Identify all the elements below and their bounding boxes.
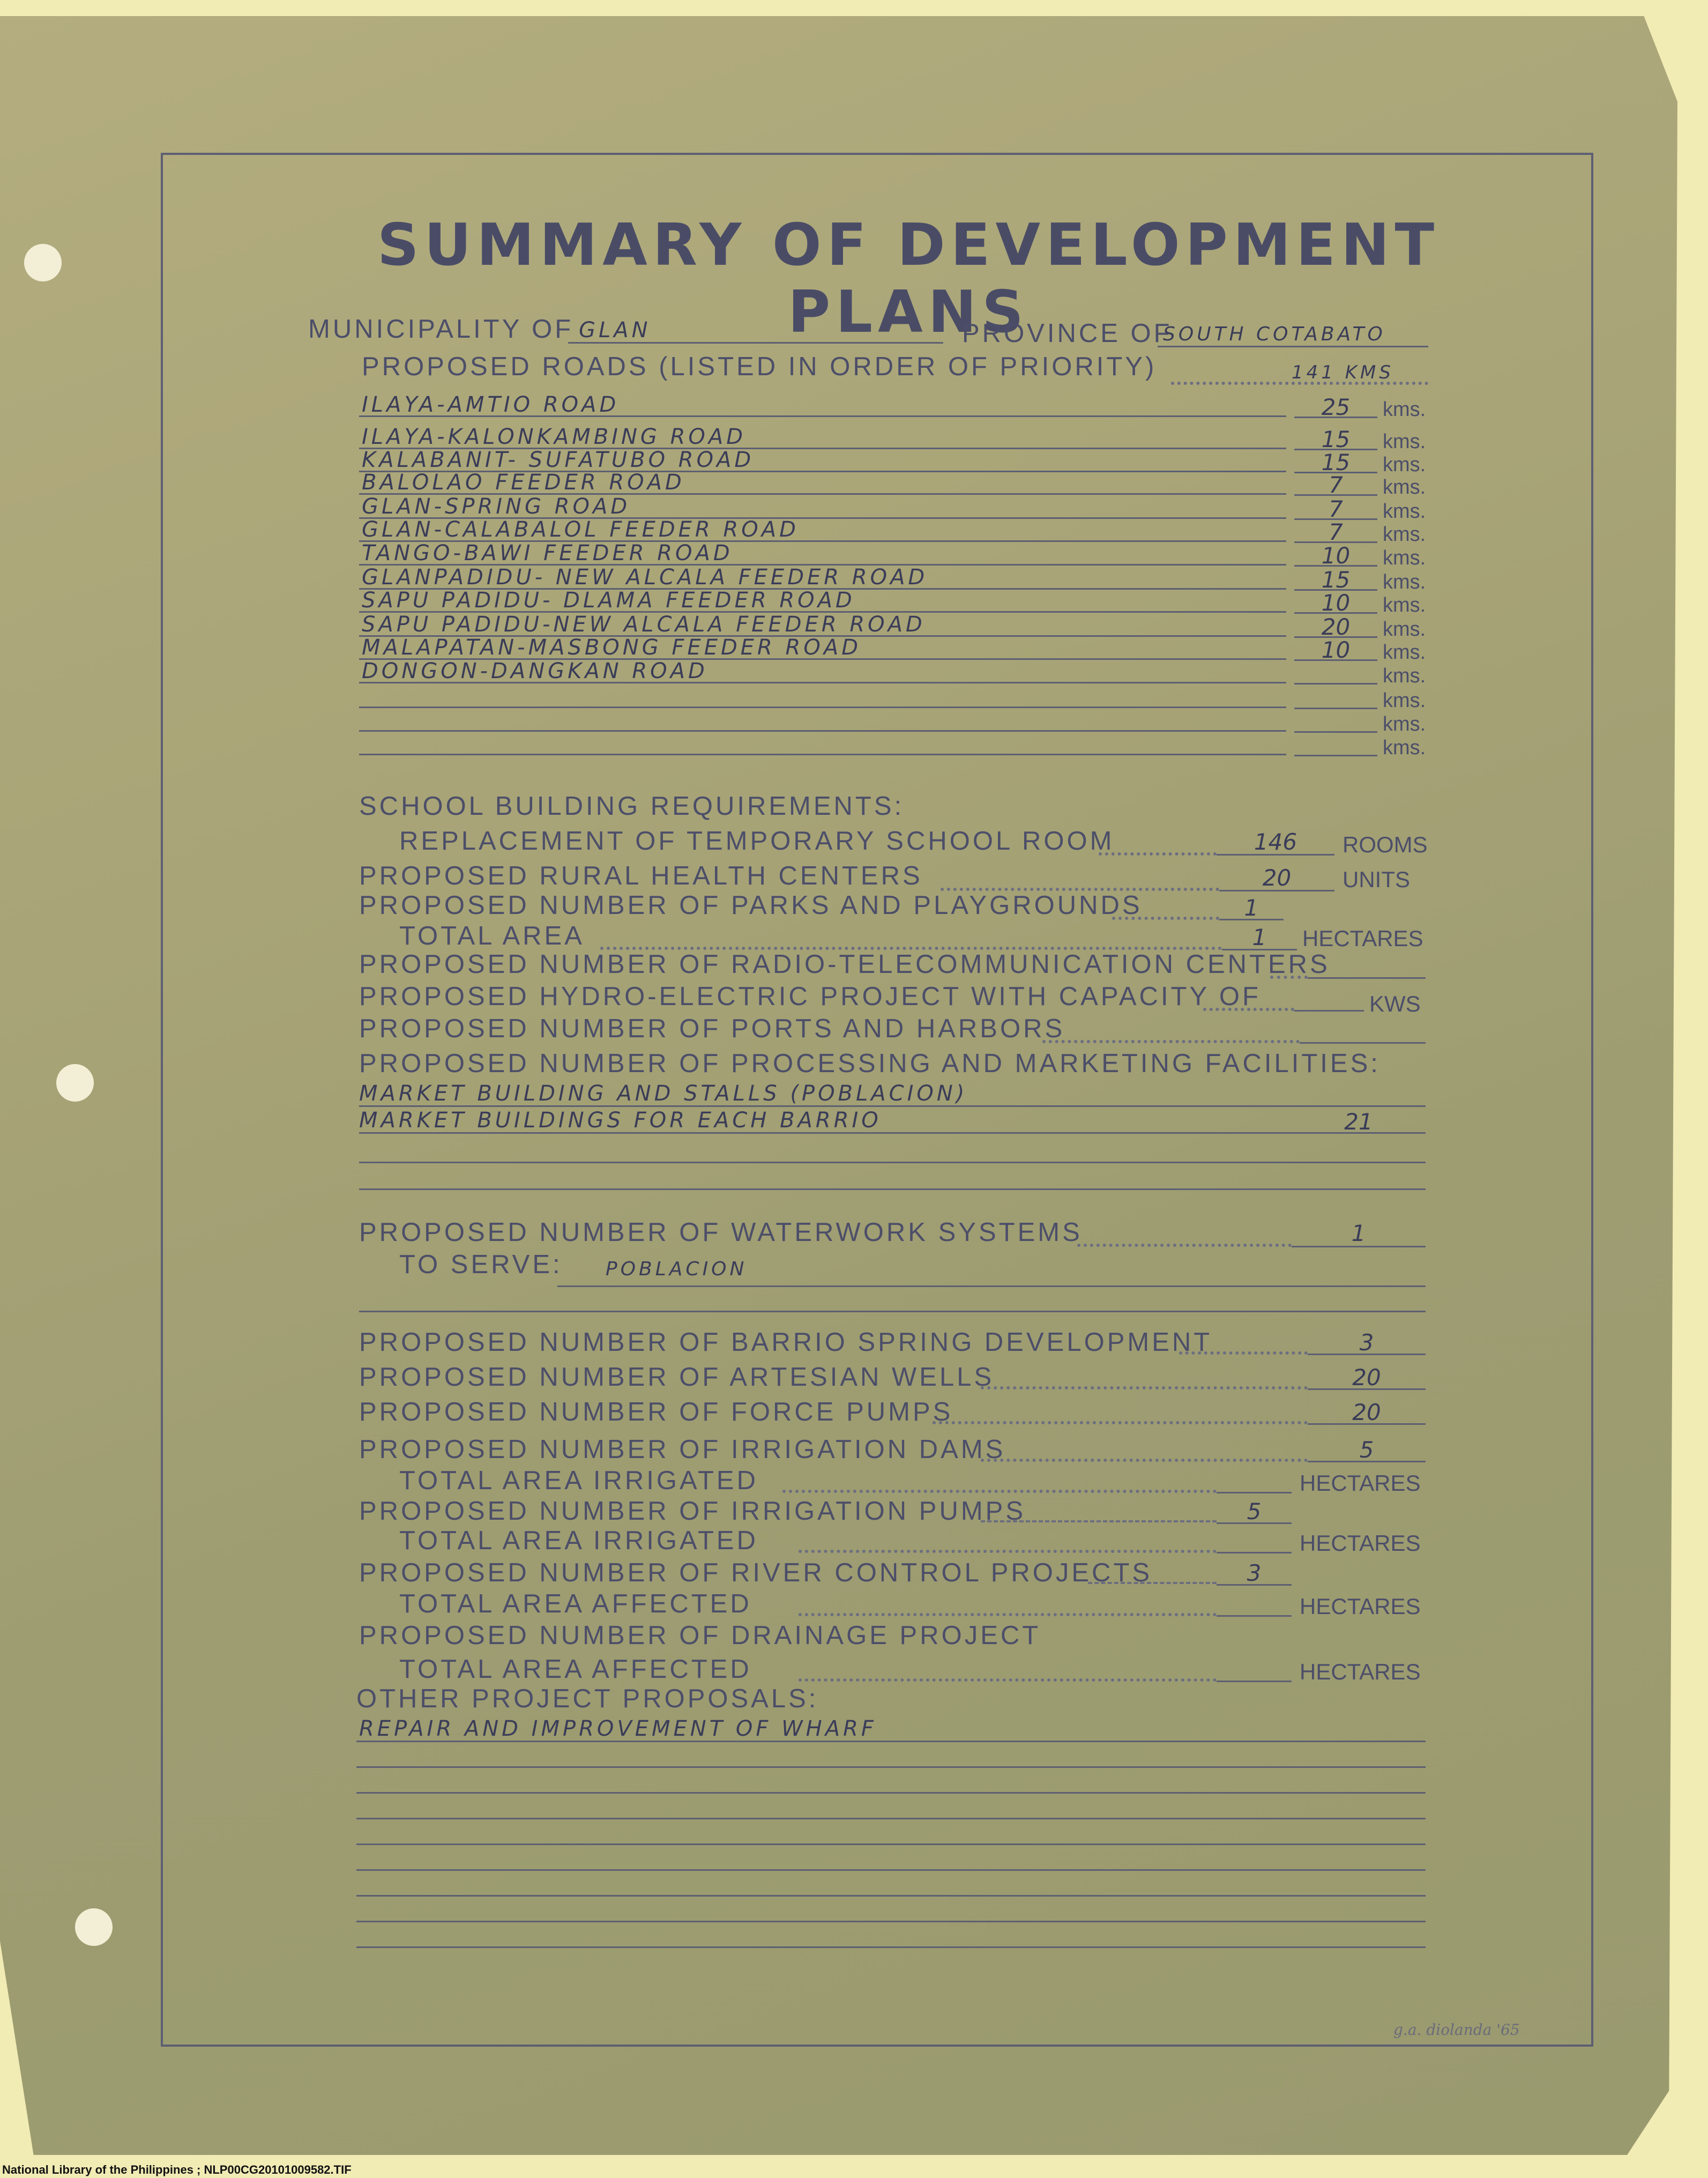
road-km-unit: kms. [1383, 618, 1426, 641]
other-line [356, 1921, 1426, 1922]
roads-total: 141 KMS [1292, 362, 1394, 383]
other-line [356, 1946, 1426, 1948]
value-line [1217, 1615, 1292, 1617]
value-line [1217, 1492, 1292, 1493]
road-name: ILAYA-AMTIO ROAD [362, 392, 620, 417]
area-label: TOTAL AREA AFFECTED [399, 1589, 752, 1618]
hydro-label: PROPOSED HYDRO-ELECTRIC PROJECT WITH CAPACITY OF [359, 982, 1261, 1011]
other-line [356, 1895, 1426, 1897]
road-km-unit: kms. [1383, 500, 1426, 523]
count-label: PROPOSED NUMBER OF IRRIGATION PUMPS [359, 1497, 1026, 1526]
radio-line [1308, 977, 1426, 979]
road-km-unit: kms. [1383, 665, 1426, 687]
area-label: TOTAL AREA IRRIGATED [399, 1526, 758, 1555]
processing-line [359, 1132, 1426, 1134]
road-name: TANGO-BAWI FEEDER ROAD [362, 541, 733, 566]
leader-dots [1179, 1351, 1308, 1355]
road-line [359, 730, 1286, 732]
other-line [356, 1869, 1426, 1871]
count-value: 20 [1352, 1364, 1381, 1391]
processing-item: MARKET BUILDINGS FOR EACH BARRIO [359, 1108, 882, 1133]
road-name: SAPU PADIDU-NEW ALCALA FEEDER ROAD [362, 612, 926, 637]
processing-line [359, 1105, 1426, 1107]
road-name: KALABANIT- SUFATUBO ROAD [362, 448, 755, 472]
road-km-line [1294, 731, 1377, 733]
parks-label: PROPOSED NUMBER OF PARKS AND PLAYGROUNDS [359, 891, 1143, 920]
count-value: 3 [1359, 1329, 1374, 1356]
leader-dots [981, 1459, 1308, 1462]
road-km-unit: kms. [1383, 476, 1426, 499]
province-label: PROVINCE OF [962, 319, 1173, 348]
processing-line [359, 1162, 1426, 1163]
count-value: 5 [1359, 1437, 1374, 1463]
road-name: ILAYA-KALONKAMBING ROAD [362, 425, 747, 449]
road-name: GLAN-SPRING ROAD [362, 494, 631, 519]
ports-label: PROPOSED NUMBER OF PORTS AND HARBORS [359, 1014, 1065, 1043]
artist-signature: g.a. diolanda '65 [1393, 2021, 1520, 2039]
road-km-unit: kms. [1383, 737, 1426, 759]
replacement-value: 146 [1254, 829, 1297, 855]
rural-health-label: PROPOSED RURAL HEALTH CENTERS [359, 861, 923, 890]
school-label: SCHOOL BUILDING REQUIREMENTS: [359, 792, 905, 821]
road-km-line [1294, 708, 1377, 709]
serve-value: POBLACION [606, 1258, 748, 1280]
count-label: PROPOSED NUMBER OF RIVER CONTROL PROJECTS [359, 1558, 1153, 1587]
count-label: PROPOSED NUMBER OF FORCE PUMPS [359, 1398, 953, 1426]
area-unit: HECTARES [1300, 1470, 1421, 1496]
area-label: TOTAL AREA IRRIGATED [399, 1466, 758, 1495]
leader-dots [1088, 1582, 1217, 1584]
ports-leader [1042, 1040, 1300, 1043]
processing-line [359, 1188, 1426, 1190]
waterworks-value: 1 [1351, 1220, 1366, 1246]
road-km: 7 [1329, 472, 1343, 498]
processing-value: 21 [1344, 1109, 1373, 1135]
road-km: 15 [1321, 426, 1351, 452]
road-km: 10 [1321, 637, 1351, 663]
count-label: PROPOSED NUMBER OF ARTESIAN WELLS [359, 1363, 995, 1392]
hydro-leader [1203, 1008, 1294, 1011]
area-unit: HECTARES [1300, 1594, 1421, 1619]
road-name: MALAPATAN-MASBONG FEEDER ROAD [362, 635, 861, 660]
parks-area-value: 1 [1252, 924, 1267, 950]
road-line [359, 415, 1286, 417]
radio-leader [1270, 976, 1308, 979]
leader-dots [799, 1613, 1217, 1616]
other-line [356, 1792, 1426, 1794]
road-km: 20 [1321, 614, 1351, 640]
value-line [1217, 1681, 1292, 1682]
roads-label: PROPOSED ROADS (LISTED IN ORDER OF PRIORITY) [362, 352, 1157, 381]
road-km-unit: kms. [1383, 594, 1426, 616]
road-name: SAPU PADIDU- DLAMA FEEDER ROAD [362, 588, 855, 613]
road-km: 25 [1321, 394, 1351, 420]
road-line [359, 707, 1286, 708]
road-name: GLAN-CALABALOL FEEDER ROAD [362, 517, 799, 542]
parks-area-unit: HECTARES [1302, 926, 1423, 951]
replacement-leader [1099, 852, 1217, 856]
punch-hole [24, 244, 62, 281]
other-line [356, 1844, 1426, 1845]
count-value: 3 [1247, 1560, 1262, 1586]
road-line [359, 682, 1286, 683]
count-label: PROPOSED NUMBER OF DRAINAGE PROJECT [359, 1621, 1041, 1650]
parks-value: 1 [1244, 895, 1259, 921]
rural-health-unit: UNITS [1342, 867, 1410, 892]
replacement-label: REPLACEMENT OF TEMPORARY SCHOOL ROOM [399, 827, 1115, 856]
waterworks-label: PROPOSED NUMBER OF WATERWORK SYSTEMS [359, 1218, 1083, 1247]
other-line [356, 1766, 1426, 1768]
count-label: PROPOSED NUMBER OF IRRIGATION DAMS [359, 1435, 1006, 1464]
leader-dots [981, 1520, 1217, 1522]
road-km-unit: kms. [1383, 398, 1426, 421]
parks-leader [1112, 917, 1219, 920]
count-label: PROPOSED NUMBER OF BARRIO SPRING DEVELOPMENT [359, 1328, 1213, 1357]
road-km-unit: kms. [1383, 689, 1426, 712]
road-km-unit: kms. [1383, 523, 1426, 546]
road-km: 15 [1321, 567, 1351, 593]
road-km: 15 [1321, 449, 1351, 475]
area-unit: HECTARES [1300, 1659, 1421, 1684]
other-line [356, 1741, 1426, 1742]
footer-caption: National Library of the Philippines ; NLP00CG20101009582.TIF [2, 2163, 352, 2176]
road-km: 7 [1329, 496, 1343, 522]
ports-line [1300, 1042, 1426, 1044]
waterworks-leader [1077, 1244, 1292, 1247]
other-line [356, 1818, 1426, 1819]
serve-label: TO SERVE: [399, 1250, 563, 1279]
province-value: SOUTH COTABATO [1163, 323, 1386, 345]
hydro-line [1294, 1010, 1364, 1012]
rural-health-value: 20 [1262, 865, 1292, 891]
road-km-unit: kms. [1383, 547, 1426, 569]
road-km-unit: kms. [1383, 454, 1426, 476]
road-km-line [1294, 683, 1377, 685]
leader-dots [981, 1386, 1308, 1389]
processing-item: MARKET BUILDING AND STALLS (POBLACION) [359, 1081, 968, 1106]
road-name: BALOLAO FEEDER ROAD [362, 470, 685, 495]
province-line [1158, 346, 1428, 347]
other-item: REPAIR AND IMPROVEMENT OF WHARF [359, 1716, 877, 1741]
other-label: OTHER PROJECT PROPOSALS: [356, 1684, 819, 1713]
area-unit: HECTARES [1300, 1530, 1421, 1556]
leader-dots [933, 1421, 1308, 1424]
count-value: 20 [1352, 1399, 1381, 1425]
road-km-unit: kms. [1383, 571, 1426, 593]
leader-dots [799, 1550, 1217, 1553]
road-name: DONGON-DANGKAN ROAD [362, 659, 708, 683]
road-km-unit: kms. [1383, 641, 1426, 664]
hydro-unit: KWS [1369, 991, 1421, 1016]
punch-hole [56, 1064, 94, 1102]
replacement-unit: ROOMS [1342, 832, 1428, 857]
municipality-label: MUNICIPALITY OF [308, 315, 574, 344]
road-km-unit: kms. [1383, 430, 1426, 453]
processing-label: PROPOSED NUMBER OF PROCESSING AND MARKETING FACILITIES: [359, 1049, 1381, 1078]
municipality-value: GLAN [579, 318, 651, 343]
road-km-line [1294, 755, 1377, 756]
count-value: 5 [1247, 1498, 1262, 1525]
road-km: 7 [1329, 519, 1343, 545]
road-km: 10 [1321, 542, 1351, 569]
parks-area-label: TOTAL AREA [399, 921, 585, 950]
road-km: 10 [1321, 590, 1351, 616]
area-label: TOTAL AREA AFFECTED [399, 1655, 752, 1684]
page-title: SUMMARY OF DEVELOPMENT PLANS [377, 212, 1440, 346]
roads-total-line [1171, 382, 1428, 385]
leader-dots [799, 1678, 1217, 1682]
serve-line-2 [359, 1311, 1426, 1312]
road-km-unit: kms. [1383, 713, 1426, 735]
leader-dots [782, 1490, 1217, 1493]
serve-line [557, 1285, 1426, 1287]
punch-hole [75, 1908, 113, 1946]
road-line [359, 754, 1286, 755]
radio-label: PROPOSED NUMBER OF RADIO-TELECOMMUNICATION CENTERS [359, 950, 1330, 979]
road-name: GLANPADIDU- NEW ALCALA FEEDER ROAD [362, 565, 928, 590]
value-line [1217, 1552, 1292, 1553]
